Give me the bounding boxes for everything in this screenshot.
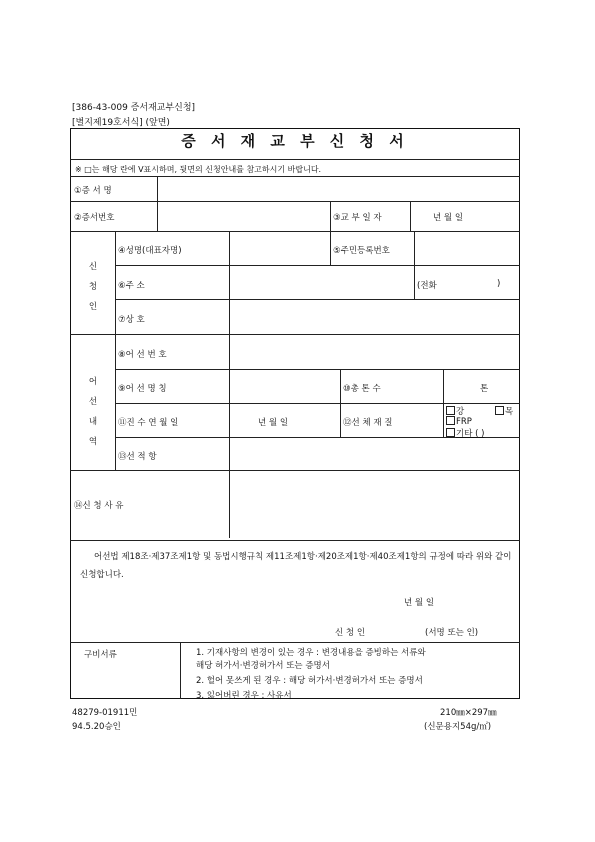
applicant-sign-label: 신 청 인 [335,628,366,638]
launch-date-label: ⑪진 수 연 월 일 [118,418,179,428]
applicant-section-label: 신 청 인 [88,262,98,312]
divider [410,201,411,231]
divider [70,201,520,202]
document-item: 1. 기재사항의 변경이 있는 경우 : 변경내용을 증빙하는 서류와 [196,648,426,658]
approval-date: 94.5.20승인 [72,722,121,732]
homeport-label: ⑬선 적 항 [118,452,157,462]
reason-field[interactable] [232,472,516,538]
checkbox-icon [446,428,455,437]
document-item: 해당 허가서·변경허가서 또는 증명서 [196,661,330,671]
vessel-name-field[interactable] [232,371,338,401]
divider [414,231,415,265]
divider [115,369,520,370]
phone-label: (전화 [417,281,437,291]
address-label: ⑥주 소 [118,281,145,291]
checkbox-icon [495,406,504,415]
trade-name-field[interactable] [232,301,516,332]
address-field[interactable] [232,267,412,297]
material-wood-option[interactable]: 목 [495,405,513,417]
launch-date-field[interactable]: 년 월 일 [258,418,289,428]
divider [70,470,520,471]
homeport-field[interactable] [232,439,516,468]
vessel-name-label: ⑨어 선 명 칭 [118,384,167,394]
divider [115,403,520,404]
phone-close: ) [497,279,501,289]
vessel-number-label: ⑧어 선 번 호 [118,350,167,360]
divider [330,201,331,231]
certificate-name-label: ①증 서 명 [74,186,112,196]
divider [70,231,520,232]
checkbox-icon [446,416,455,425]
material-steel-option[interactable]: 강 [446,405,464,417]
material-other-option[interactable]: 기타 ( ) [446,427,484,439]
certificate-name-field[interactable] [160,178,516,199]
paper-type: (신문용지54g/㎡) [424,722,492,732]
name-label: ④성명(대표자명) [118,246,182,256]
paper-size: 210㎜×297㎜ [440,708,497,718]
resident-number-label: ⑤주민등록번호 [333,246,390,256]
vessel-section-label: 어 선 내 역 [88,377,98,447]
document-item: 3. 잃어버린 경우 : 사유서 [196,691,292,701]
divider [229,231,230,538]
certificate-number-field[interactable] [160,203,328,229]
notice-text: ※ □는 해당 란에 V표시하며, 뒷면의 신청안내를 참고하시기 바랍니다. [75,165,322,174]
form-number: [별지제19호서식] (앞면) [72,118,170,128]
issue-date-label: ③교 부 일 자 [333,213,382,223]
issue-date-field[interactable]: 년 월 일 [433,213,464,223]
divider [70,540,520,541]
divider [70,642,520,643]
hull-material-label: ⑫선 체 재 질 [343,418,393,428]
print-number: 48279-01911민 [72,708,138,718]
divider [70,176,520,177]
checkbox-icon [446,406,455,415]
signature-date[interactable]: 년 월 일 [404,598,435,608]
divider [330,231,331,265]
divider [70,159,520,160]
document-item: 2. 헐어 못쓰게 된 경우 : 해당 허가서·변경허가서 또는 증명서 [196,676,423,686]
divider [70,334,520,335]
reason-label: ⑭신 청 사 유 [74,501,124,511]
divider [157,176,158,231]
divider [414,265,415,299]
trade-name-label: ⑦상 호 [118,315,145,325]
vessel-number-field[interactable] [232,336,516,367]
material-frp-option[interactable]: FRP [446,416,472,427]
declaration-text: 어선법 제18조·제37조제1항 및 동법시행규칙 제11조제1항·제20조제1항·제40조제1항의 규정에 따라 위와 같이 신청합니다. [80,552,512,580]
divider [443,369,444,437]
certificate-number-label: ②증서번호 [74,213,115,223]
divider [340,369,341,437]
name-field[interactable] [232,233,328,263]
divider [115,265,520,266]
signature-note: (서명 또는 인) [425,628,479,638]
divider [115,231,116,470]
gross-tonnage-label: ⑩총 톤 수 [343,384,381,394]
form-title: 증 서 재 교 부 신 청 서 [181,132,409,150]
divider [180,642,181,699]
tonnage-unit: 톤 [480,384,489,394]
documents-label: 구비서류 [84,650,117,660]
resident-number-field[interactable] [417,233,517,263]
form-code: [386-43-009 증서재교부신청] [72,103,196,113]
divider [115,299,520,300]
